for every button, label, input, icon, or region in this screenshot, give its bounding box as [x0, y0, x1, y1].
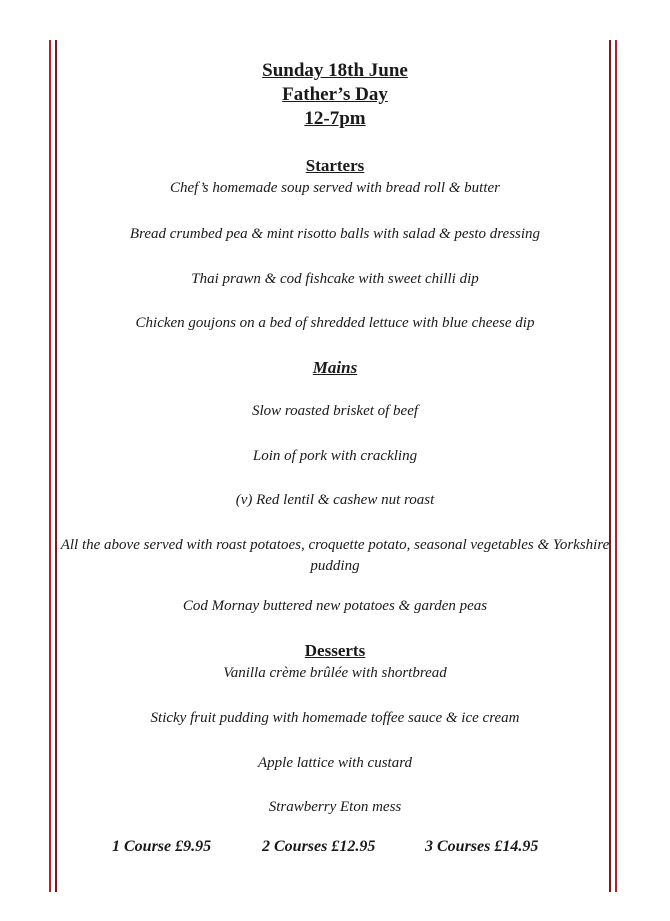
- main-item: (v) Red lentil & cashew nut roast: [235, 492, 435, 508]
- starters-title: Starters: [305, 156, 365, 175]
- dessert-item: Vanilla crème brûlée with shortbread: [223, 665, 447, 681]
- starter-item: Bread crumbed pea & mint risotto balls with salad & pesto dressing: [129, 226, 541, 242]
- right-border-line-outer: [615, 40, 617, 892]
- starter-item: Chef’s homemade soup served with bread roll & butter: [170, 180, 500, 196]
- price-one-course: 1 Course £9.95: [112, 838, 212, 855]
- starter-item: Chicken goujons on a bed of shredded lettuce with blue cheese dip: [135, 315, 535, 331]
- desserts-title: Desserts: [304, 641, 366, 660]
- main-item: Slow roasted brisket of beef: [251, 403, 419, 419]
- price-three-courses: 3 Courses £14.95: [425, 838, 539, 855]
- dessert-item: Apple lattice with custard: [257, 755, 412, 771]
- price-two-courses: 2 Courses £12.95: [262, 838, 376, 855]
- main-item: Loin of pork with crackling: [252, 448, 418, 464]
- dessert-item: Strawberry Eton mess: [268, 799, 402, 815]
- header-occasion: Father’s Day: [282, 84, 388, 105]
- starter-item: Thai prawn & cod fishcake with sweet chilli dip: [191, 271, 479, 287]
- main-item: Cod Mornay buttered new potatoes & garden peas: [182, 598, 488, 614]
- left-border-line-inner: [55, 40, 57, 892]
- mains-title: Mains: [312, 358, 358, 377]
- left-border-line-outer: [49, 40, 51, 892]
- main-item-accompaniments: All the above served with roast potatoes, croquette potato, seasonal vegetables & Yorkshire pudding: [60, 537, 610, 574]
- dessert-item: Sticky fruit pudding with homemade toffee sauce & ice cream: [150, 710, 520, 726]
- header-time: 12-7pm: [304, 108, 366, 129]
- header-date: Sunday 18th June: [262, 60, 408, 81]
